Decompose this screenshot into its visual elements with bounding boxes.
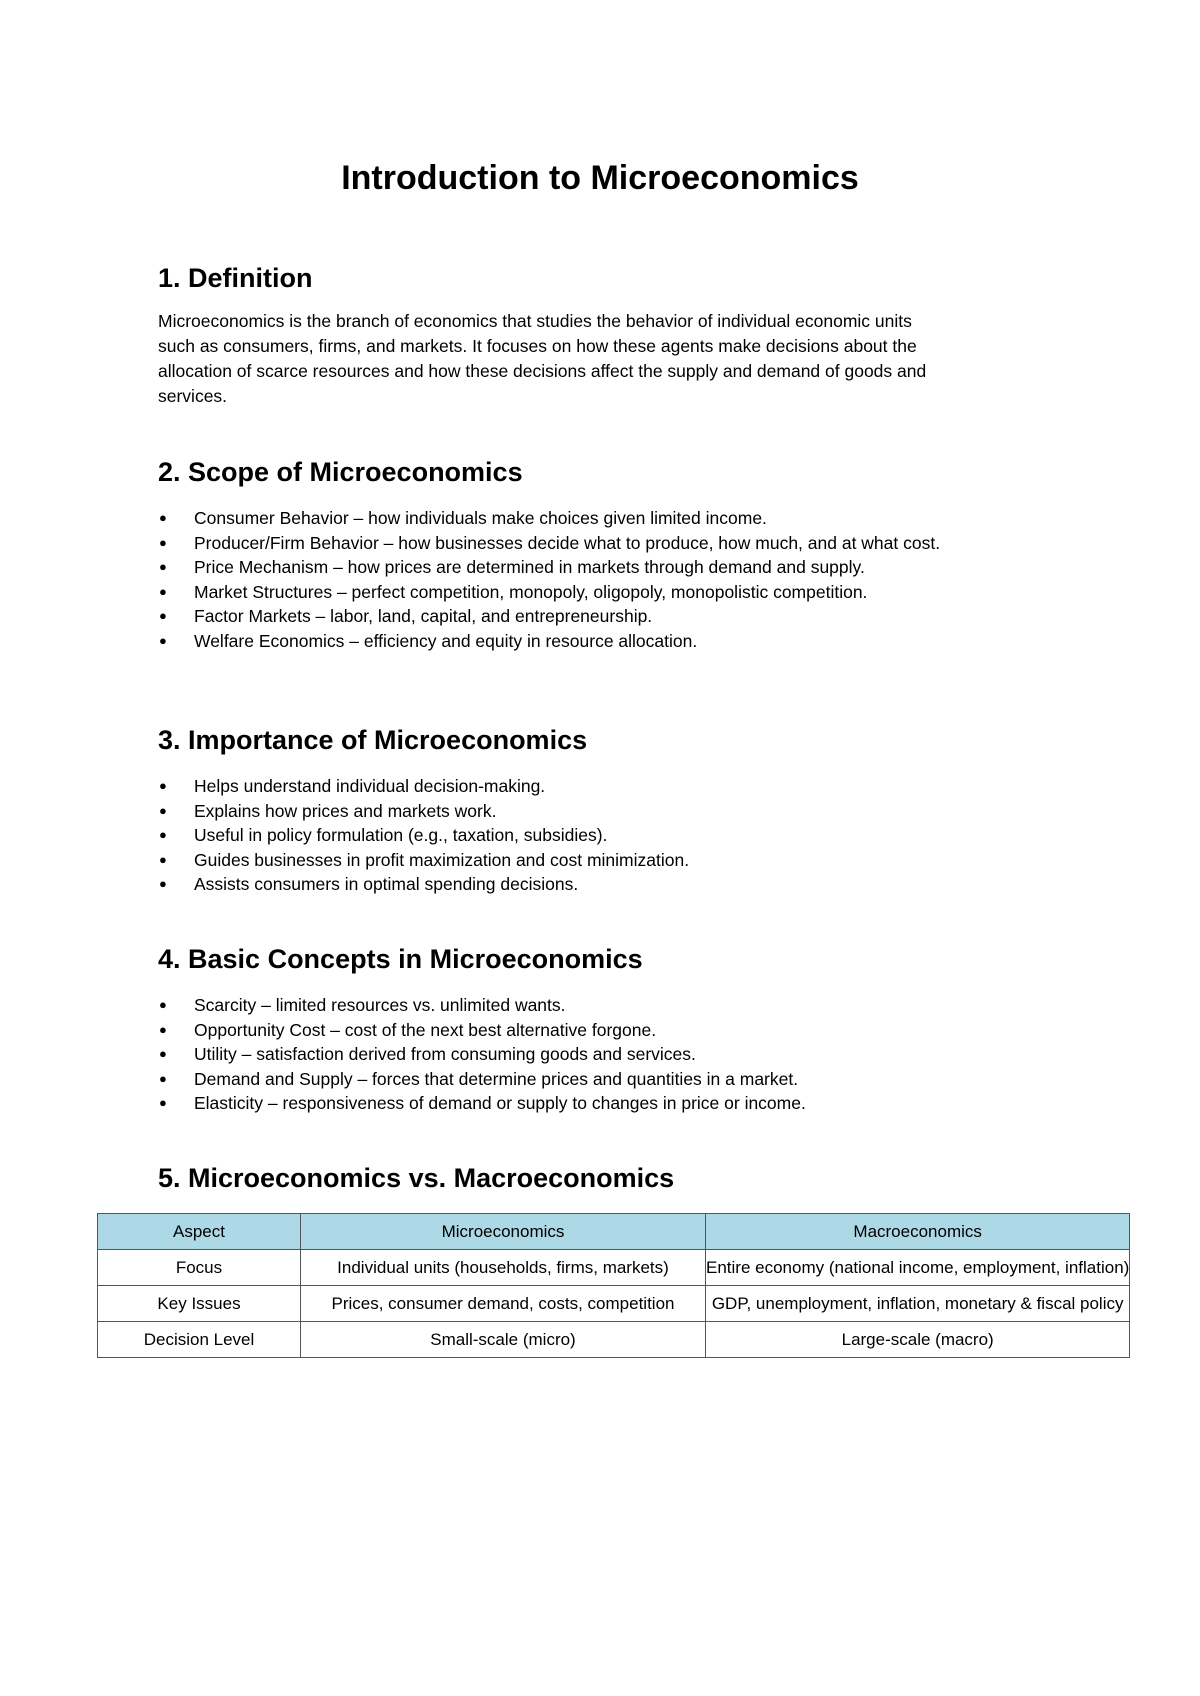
list-item-text: Opportunity Cost – cost of the next best alternative forgone. bbox=[194, 1019, 657, 1040]
list-item bbox=[158, 1018, 1038, 1043]
table-cell: Decision Level bbox=[98, 1322, 301, 1358]
bullet-icon: ● bbox=[159, 827, 167, 842]
list-item-text: Helps understand individual decision-making. bbox=[194, 776, 546, 796]
table-row bbox=[98, 1286, 1130, 1322]
page-title: Introduction to Microeconomics bbox=[341, 159, 859, 197]
table-cell: Large-scale (macro) bbox=[706, 1322, 1130, 1358]
column-header-aspect: Aspect bbox=[98, 1214, 301, 1250]
table-cell: Small-scale (micro) bbox=[301, 1322, 706, 1358]
list-item-text: Welfare Economics – efficiency and equity in resource allocation. bbox=[194, 630, 698, 651]
comparison-table bbox=[97, 1213, 1130, 1358]
list-item bbox=[158, 580, 1038, 605]
bullet-icon: ● bbox=[159, 997, 167, 1012]
definition-paragraph bbox=[158, 309, 1058, 409]
table-row bbox=[98, 1250, 1130, 1286]
table-header-row bbox=[98, 1214, 1130, 1250]
list-item-text: Factor Markets – labor, land, capital, and entrepreneurship. bbox=[194, 606, 653, 626]
concepts-list bbox=[158, 993, 1038, 1116]
list-item-text: Producer/Firm Behavior – how businesses decide what to produce, how much, and at what cost. bbox=[194, 532, 941, 553]
list-item bbox=[158, 555, 1038, 580]
list-item-text: Price Mechanism – how prices are determined in markets through demand and supply. bbox=[194, 557, 865, 577]
list-item-text: Market Structures – perfect competition, monopoly, oligopoly, monopolistic competition. bbox=[194, 581, 868, 602]
section-heading-scope: 2. Scope of Microeconomics bbox=[158, 457, 523, 487]
list-item bbox=[158, 993, 1038, 1018]
bullet-icon: ● bbox=[159, 851, 167, 867]
definition-line: such as consumers, firms, and markets. It focuses on how these agents make decisions about the bbox=[158, 336, 917, 356]
bullet-icon: ● bbox=[159, 1070, 167, 1086]
scope-list bbox=[158, 506, 1038, 653]
list-item bbox=[158, 1091, 1038, 1116]
bullet-icon: ● bbox=[159, 1095, 167, 1110]
list-item bbox=[158, 799, 1038, 824]
section-heading-concepts: 4. Basic Concepts in Microeconomics bbox=[158, 944, 643, 974]
definition-line: services. bbox=[158, 386, 228, 406]
list-item-text: Explains how prices and markets work. bbox=[194, 800, 497, 821]
column-header-macroeconomics: Macroeconomics bbox=[706, 1214, 1130, 1250]
table-row bbox=[98, 1322, 1130, 1358]
table-cell: GDP, unemployment, inflation, monetary & fiscal policy bbox=[706, 1286, 1130, 1322]
list-item-text: Assists consumers in optimal spending decisions. bbox=[194, 874, 579, 894]
list-item bbox=[158, 531, 1014, 556]
list-item bbox=[158, 848, 1038, 873]
section-heading-importance: 3. Importance of Microeconomics bbox=[158, 725, 588, 755]
table-cell: Key Issues bbox=[98, 1286, 301, 1322]
table-cell: Prices, consumer demand, costs, competition bbox=[301, 1286, 706, 1322]
bullet-icon: ● bbox=[159, 1046, 167, 1061]
list-item bbox=[158, 872, 1038, 897]
column-header-microeconomics: Microeconomics bbox=[301, 1214, 706, 1250]
table-cell: Entire economy (national income, employment, inflation) bbox=[706, 1250, 1130, 1286]
list-item-text: Guides businesses in profit maximization and cost minimization. bbox=[194, 849, 690, 870]
list-item-text: Scarcity – limited resources vs. unlimited wants. bbox=[194, 995, 566, 1015]
bullet-icon: ● bbox=[159, 802, 167, 818]
list-item bbox=[158, 604, 1038, 629]
bullet-icon: ● bbox=[159, 608, 167, 623]
list-item bbox=[158, 1067, 1038, 1092]
list-item bbox=[158, 1042, 1038, 1067]
bullet-icon: ● bbox=[159, 876, 167, 891]
list-item-text: Demand and Supply – forces that determine prices and quantities in a market. bbox=[194, 1068, 799, 1089]
list-item-text: Consumer Behavior – how individuals make choices given limited income. bbox=[194, 508, 767, 528]
bullet-icon: ● bbox=[159, 510, 167, 525]
section-heading-comparison: 5. Microeconomics vs. Macroeconomics bbox=[158, 1163, 675, 1193]
list-item-text: Utility – satisfaction derived from consuming goods and services. bbox=[194, 1044, 696, 1064]
list-item bbox=[158, 774, 1038, 799]
list-item-text: Elasticity – responsiveness of demand or supply to changes in price or income. bbox=[194, 1093, 806, 1113]
list-item bbox=[158, 506, 1038, 531]
list-item bbox=[158, 823, 1038, 848]
table-cell: Individual units (households, firms, markets) bbox=[301, 1250, 706, 1286]
list-item-text: Useful in policy formulation (e.g., taxation, subsidies). bbox=[194, 825, 608, 845]
bullet-icon: ● bbox=[159, 778, 167, 793]
bullet-icon: ● bbox=[159, 583, 167, 599]
importance-list bbox=[158, 774, 1038, 897]
bullet-icon: ● bbox=[159, 534, 167, 550]
table-cell: Focus bbox=[98, 1250, 301, 1286]
definition-line: allocation of scarce resources and how these decisions affect the supply and demand of goods and bbox=[158, 361, 927, 381]
bullet-icon: ● bbox=[159, 1021, 167, 1037]
section-heading-definition: 1. Definition bbox=[158, 263, 313, 293]
bullet-icon: ● bbox=[159, 559, 167, 574]
bullet-icon: ● bbox=[159, 632, 167, 648]
definition-line: Microeconomics is the branch of economics that studies the behavior of individual economic units bbox=[158, 311, 912, 331]
list-item bbox=[158, 629, 1038, 654]
